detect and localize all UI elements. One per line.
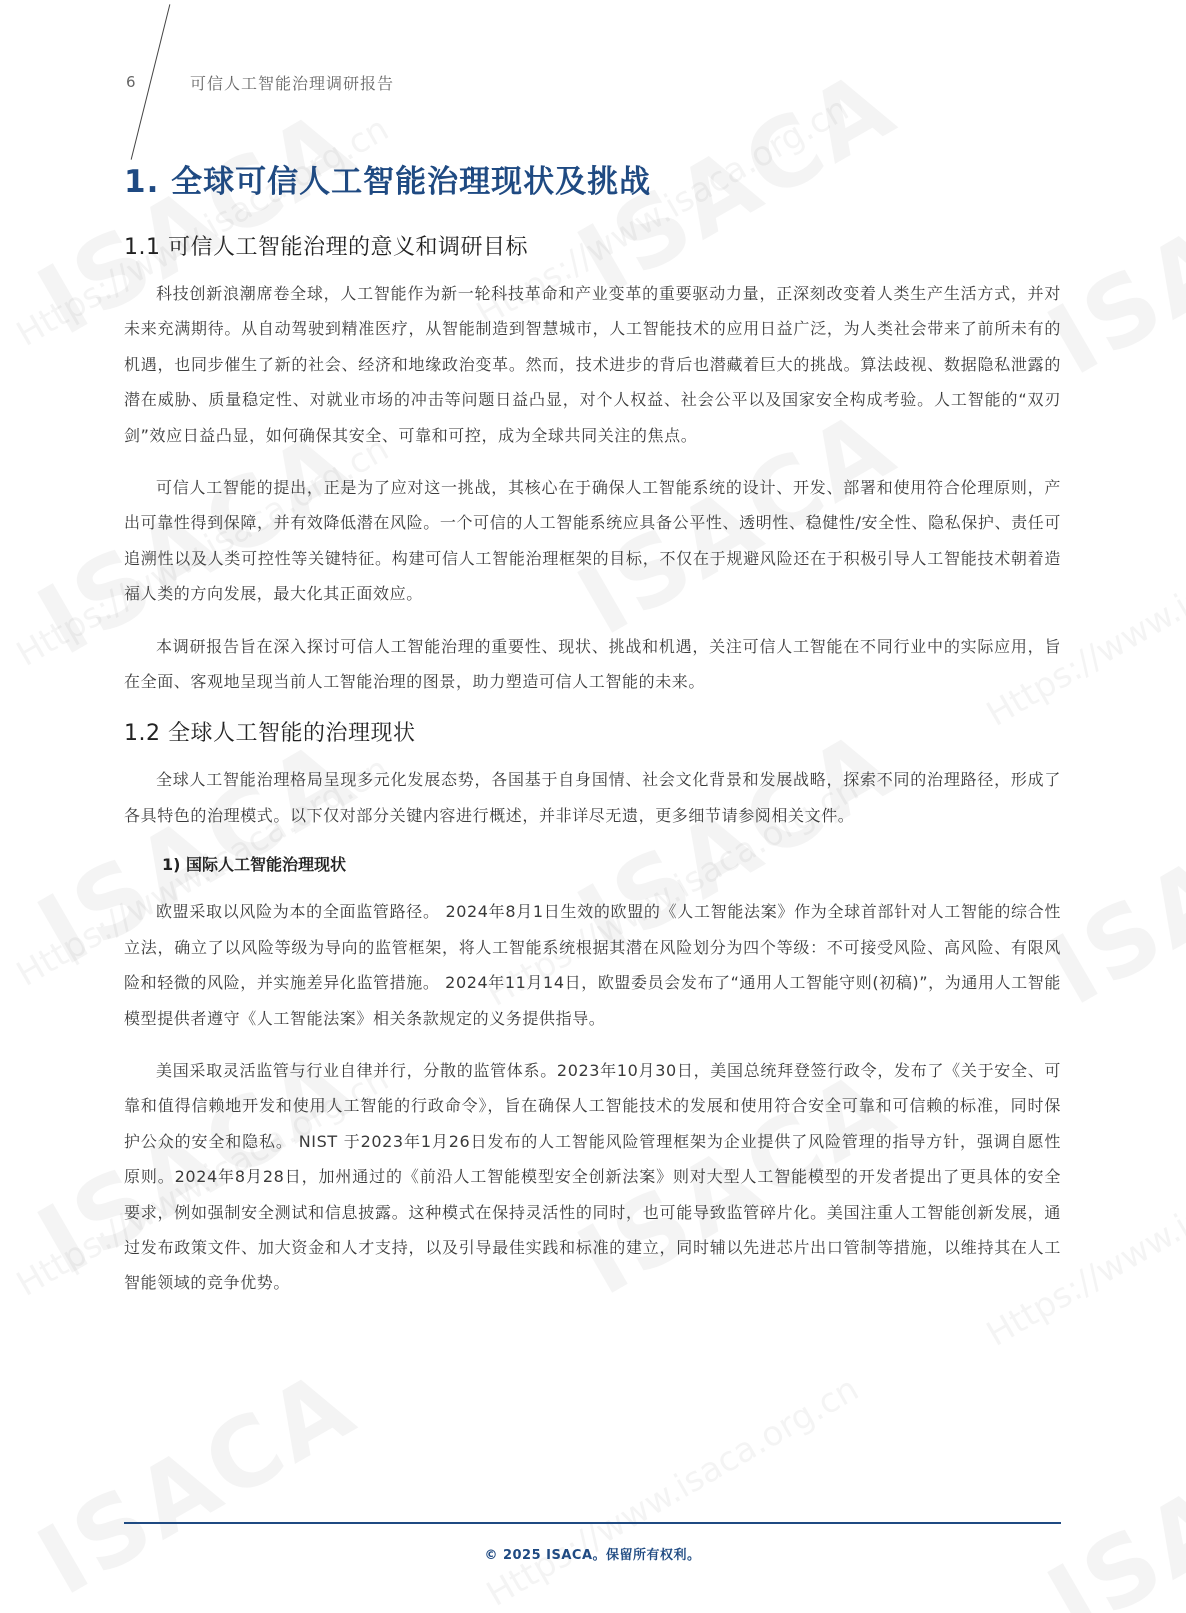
report-title: 可信人工智能治理调研报告 <box>190 73 395 93</box>
section-1-1-title: 1.1 可信人工智能治理的意义和调研目标 <box>124 235 528 260</box>
footer-divider <box>124 1522 1061 1524</box>
paragraph: 本调研报告旨在深入探讨可信人工智能治理的重要性、现状、挑战和机遇，关注可信人工智能在不同行业中的实际应用，旨在全面、客观地呈现当前人工智能治理的图景，助力塑造可信人工智能的未来。 <box>124 636 1061 692</box>
main-content <box>124 160 1061 1318</box>
copyright-notice: © 2025 ISACA。保留所有权利。 <box>484 1548 701 1563</box>
subsection-title: 1) 国际人工智能治理现状 <box>162 855 347 875</box>
section-1-title: 1. 全球可信人工智能治理现状及挑战 <box>124 164 652 200</box>
section-1-2-title: 1.2 全球人工智能的治理现状 <box>124 721 416 747</box>
watermark-brand <box>20 1348 374 1613</box>
watermark-url <box>480 1369 866 1613</box>
paragraph: 美国采取灵活监管与行业自律并行，分散的监管体系。2023年10月30日，美国总统拜登签行政令，发布了《关于安全、可靠和值得信赖地开发和使用人工智能的行政命令》，旨在确保人工智能技术的发展和使用符合安全可靠和可信赖的标准，同时保护公众的安全和隐私。 NIST 于2023年1月26日发布的人工智能风险管理框架为企业提供了风险管理的指导方针，强调自愿性原则。2024年8月28日，加州通过的《前沿人工智能模型安全创新法案》则对大型人工智能模型的开发者提出了更具体的安全要求，例如强制安全测试和信息披露。这种模式在保持灵活性的同时，也可能导致监管碎片化。美国注重人工智能创新发展，通过发布政策文件、加大资金和人才支持，以及引导最佳实践和标准的建立，同时辅以先进芯片出口管制等措施，以维持其在人工智能领域的竞争优势。 <box>124 1060 1061 1293</box>
paragraph: 科技创新浪潮席卷全球，人工智能作为新一轮科技革命和产业变革的重要驱动力量，正深刻改变着人类生产生活方式，并对未来充满期待。从自动驾驶到精准医疗，从智能制造到智慧城市，人工智能技术的应用日益广泛，为人类社会带来了前所未有的机遇，也同步催生了新的社会、经济和地缘政治变革。然而，技术进步的背后也潜藏着巨大的挑战。算法歧视、数据隐私泄露的潜在威胁、质量稳定性、对就业市场的冲击等问题日益凸显，对个人权益、社会公平以及国家安全构成考验。人工智能的“双刃剑”效应日益凸显，如何确保其安全、可靠和可控，成为全球共同关注的焦点。 <box>124 284 1061 445</box>
page-number: 6 <box>126 73 136 91</box>
paragraph: 全球人工智能治理格局呈现多元化发展态势，各国基于自身国情、社会文化背景和发展战略，探索不同的治理路径，形成了各具特色的治理模式。以下仅对部分关键内容进行概述，并非详尽无遗，更多细节请参阅相关文件。 <box>124 770 1061 825</box>
paragraph: 欧盟采取以风险为本的全面监管路径。 2024年8月1日生效的欧盟的《人工智能法案》作为全球首部针对人工智能的综合性立法，确立了以风险等级为导向的监管框架，将人工智能系统根据其潜在风险划分为四个等级：不可接受风险、高风险、有限风险和轻微的风险，并实施差异化监管措施。 2024年11月14日，欧盟委员会发布了“通用人工智能守则(初稿)”，为通用人工智能模型提供者遵守《人工智能法案》相关条款规定的义务提供指导。 <box>124 902 1061 1028</box>
page-header <box>126 68 394 96</box>
watermark-brand <box>1030 1388 1186 1613</box>
paragraph: 可信人工智能的提出，正是为了应对这一挑战，其核心在于确保人工智能系统的设计、开发、部署和使用符合伦理原则，产出可靠性得到保障，并有效降低潜在风险。一个可信的人工智能系统应具备公平性、透明性、稳健性/安全性、隐私保护、责任可追溯性以及人类可控性等关键特征。构建可信人工智能治理框架的目标，不仅在于规避风险还在于积极引导人工智能技术朝着造福人类的方向发展，最大化其正面效应。 <box>124 478 1061 604</box>
